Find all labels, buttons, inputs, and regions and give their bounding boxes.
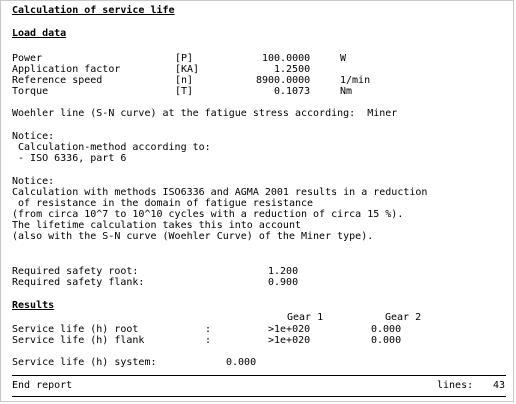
system-life-value: 0.000 <box>226 357 257 368</box>
notice2-line2: of resistance in the domain of fatigue resistance <box>12 198 314 209</box>
notice2-line1: Calculation with methods ISO6336 and AGMA 2001 results in a reduction <box>12 187 428 198</box>
flank-life-gear1: >1e+020 <box>268 335 311 346</box>
root-life-label: Service life (h) root <box>12 324 139 335</box>
root-life-gear2: 0.000 <box>371 324 402 335</box>
system-life-label: Service life (h) system: <box>12 357 157 368</box>
notice2-line5: (also with the S-N curve (Woehler Curve) of the Miner type). <box>12 231 374 242</box>
root-life-colon: : <box>205 324 212 335</box>
footer-separator-top <box>12 375 506 376</box>
notice2-title: Notice: <box>12 176 55 187</box>
power-label: Power <box>12 53 43 64</box>
torque-value: 0.1073 <box>274 86 311 97</box>
root-life-gear1: >1e+020 <box>268 324 311 335</box>
flank-life-colon: : <box>205 335 212 346</box>
end-report-label: End report <box>12 380 73 391</box>
safety-flank-label: Required safety flank: <box>12 277 145 288</box>
safety-root-label: Required safety root: <box>12 266 139 277</box>
gear2-header: Gear 2 <box>385 312 422 323</box>
application-factor-value: 1.2500 <box>274 64 311 75</box>
load-data-heading: Load data <box>12 28 67 39</box>
lines-count: 43 <box>493 380 506 391</box>
flank-life-gear2: 0.000 <box>371 335 402 346</box>
results-heading: Results <box>12 300 55 311</box>
lines-label: lines: <box>437 380 474 391</box>
gear1-header: Gear 1 <box>287 312 324 323</box>
reference-speed-value: 8900.0000 <box>256 75 311 86</box>
woehler-line: Woehler line (S-N curve) at the fatigue stress according: Miner <box>12 108 398 119</box>
power-symbol: [P] <box>175 53 194 64</box>
safety-flank-value: 0.900 <box>268 277 299 288</box>
application-factor-symbol: [KA] <box>175 64 200 75</box>
reference-speed-unit: 1/min <box>340 75 371 86</box>
reference-speed-label: Reference speed <box>12 75 103 86</box>
notice1-line1: Calculation-method according to: <box>12 142 211 153</box>
flank-life-label: Service life (h) flank <box>12 335 145 346</box>
torque-label: Torque <box>12 86 49 97</box>
application-factor-label: Application factor <box>12 64 121 75</box>
reference-speed-symbol: [n] <box>175 75 194 86</box>
notice1-title: Notice: <box>12 131 55 142</box>
safety-root-value: 1.200 <box>268 266 299 277</box>
footer-separator-bottom <box>12 396 506 397</box>
report-title: Calculation of service life <box>12 5 175 16</box>
power-value: 100.0000 <box>262 53 311 64</box>
torque-symbol: [T] <box>175 86 194 97</box>
notice1-line2: - ISO 6336, part 6 <box>12 153 127 164</box>
notice2-line3: (from circa 10^7 to 10^10 cycles with a reduction of circa 15 %). <box>12 209 404 220</box>
power-unit: W <box>340 53 347 64</box>
notice2-line4: The lifetime calculation takes this into account <box>12 220 301 231</box>
torque-unit: Nm <box>340 86 353 97</box>
